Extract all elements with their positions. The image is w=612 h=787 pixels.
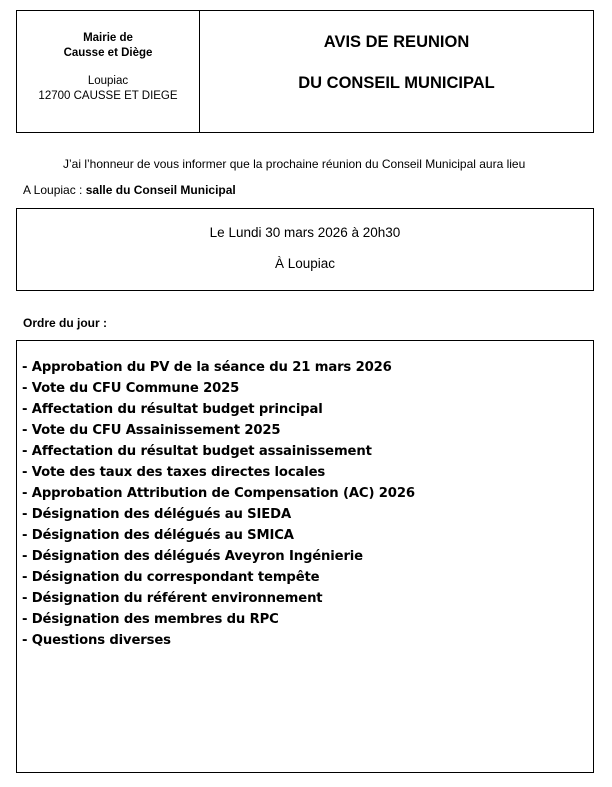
agenda-item: - Affectation du résultat budget assainissement (22, 444, 372, 459)
mairie-line-1: Mairie de (83, 32, 133, 44)
agenda-item: - Désignation des délégués au SMICA (22, 528, 294, 543)
agenda-item: - Questions diverses (22, 633, 171, 648)
agenda-item: - Vote du CFU Commune 2025 (22, 381, 240, 396)
agenda-item: - Vote du CFU Assainissement 2025 (22, 423, 281, 438)
agenda-item: - Désignation des délégués Aveyron Ingénierie (22, 549, 363, 564)
header-box (16, 10, 594, 133)
mairie-block (17, 11, 200, 132)
notice-title-block (200, 11, 593, 132)
location-prefix: A Loupiac : (23, 183, 86, 197)
address-line-1: Loupiac (87, 75, 129, 87)
agenda-box (16, 340, 594, 773)
meeting-date: Le Lundi 30 mars 2026 à 20h30 (209, 225, 401, 240)
meeting-place: À Loupiac (274, 256, 336, 271)
agenda-list (22, 357, 593, 651)
agenda-item: - Désignation des délégués au SIEDA (22, 507, 291, 522)
agenda-item: - Désignation du référent environnement (22, 591, 323, 606)
meeting-box (16, 208, 594, 291)
agenda-item: - Désignation du correspondant tempête (22, 570, 320, 585)
agenda-item: - Vote des taux des taxes directes locales (22, 465, 326, 480)
agenda-item: - Approbation Attribution de Compensation (AC) 2026 (22, 486, 415, 501)
notice-title-line-2: DU CONSEIL MUNICIPAL (298, 74, 495, 92)
location-place: salle du Conseil Municipal (85, 183, 236, 197)
intro-text: J’ai l’honneur de vous informer que la prochaine réunion du Conseil Municipal aura lieu (63, 157, 526, 171)
mairie-line-2: Causse et Diège (63, 46, 153, 59)
notice-title-line-1: AVIS DE REUNION (323, 33, 470, 51)
location-line (23, 183, 236, 197)
agenda-item: - Affectation du résultat budget principal (22, 402, 323, 417)
address-line-2: 12700 CAUSSE ET DIEGE (38, 89, 178, 102)
agenda-item: - Désignation des membres du RPC (22, 612, 279, 627)
agenda-item: - Approbation du PV de la séance du 21 mars 2026 (22, 360, 392, 375)
agenda-heading: Ordre du jour : (23, 316, 107, 330)
